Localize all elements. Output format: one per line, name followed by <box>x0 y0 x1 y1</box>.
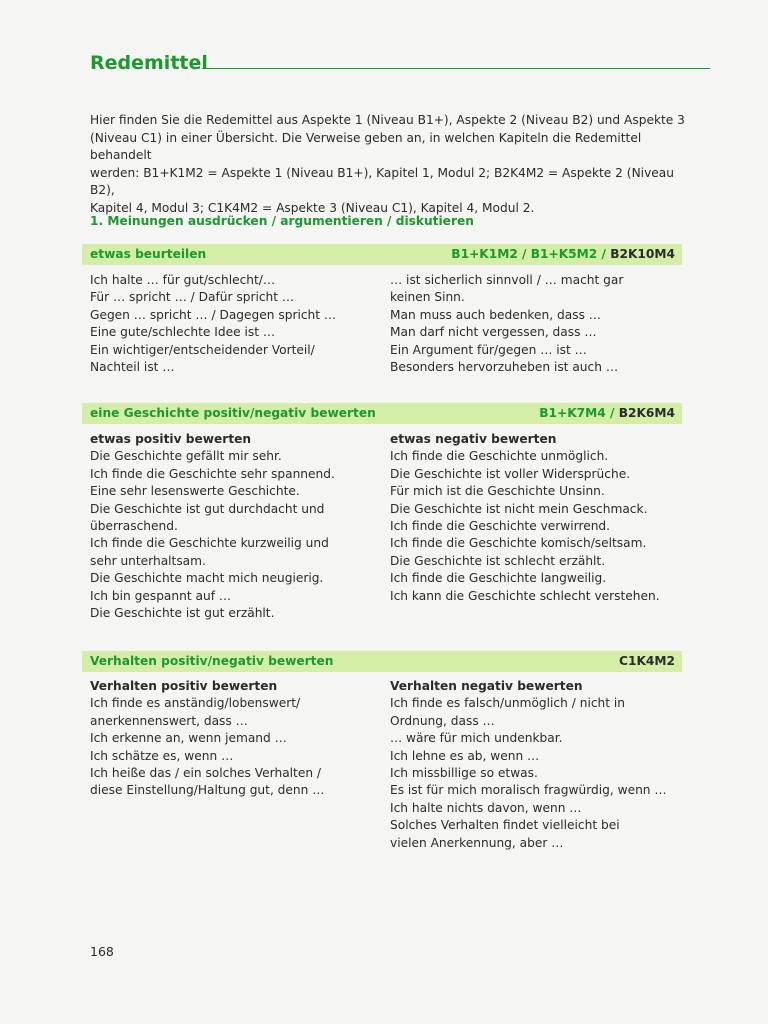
column-heading: etwas negativ bewerten <box>390 432 557 446</box>
phrase: Ich bin gespannt auf … <box>90 588 232 603</box>
phrase: Die Geschichte ist nicht mein Geschmack. <box>390 501 648 516</box>
column-heading: etwas positiv bewerten <box>90 432 252 446</box>
column-heading: Verhalten negativ bewerten <box>390 679 583 693</box>
block-1-right-column <box>390 272 670 376</box>
phrase: Ein Argument für/gegen … ist … <box>390 342 587 357</box>
block-header-etwas-beurteilen <box>82 244 682 265</box>
phrase: Ich finde die Geschichte sehr spannend. <box>90 466 335 481</box>
phrase: Nachteil ist … <box>90 360 175 375</box>
page-title: Redemittel <box>90 52 208 74</box>
chapter-reference <box>451 244 675 265</box>
phrase: Ich halte … für gut/schlecht/… <box>90 273 276 287</box>
intro-paragraph <box>90 112 690 217</box>
phrase: sehr unterhaltsam. <box>90 553 206 568</box>
phrase: anerkennenswert, dass … <box>90 713 248 728</box>
phrase: Für mich ist die Geschichte Unsinn. <box>390 484 605 499</box>
block-header-geschichte-bewerten <box>82 403 682 424</box>
phrase: überraschend. <box>90 519 178 534</box>
phrase: Ich finde die Geschichte kurzweilig und <box>90 536 329 551</box>
page-number: 168 <box>90 944 114 959</box>
phrase: Ich erkenne an, wenn jemand … <box>90 731 287 746</box>
phrase: Die Geschichte ist schlecht erzählt. <box>390 553 606 568</box>
phrase: Die Geschichte ist gut durchdacht und <box>90 501 325 516</box>
phrase: Die Geschichte ist gut erzählt. <box>90 606 275 621</box>
intro-line: (Niveau C1) in einer Übersicht. Die Verweise geben an, in welchen Kapiteln die Redemittel behandelt <box>90 130 642 162</box>
phrase: Eine gute/schlechte Idee ist … <box>90 325 276 340</box>
section-title: 1. Meinungen ausdrücken / argumentieren / diskutieren <box>90 214 474 228</box>
phrase: Ich lehne es ab, wenn … <box>390 748 540 763</box>
reference-part: B2K6M4 <box>618 406 675 420</box>
intro-line: werden: B1+K1M2 = Aspekte 1 (Niveau B1+), Kapitel 1, Modul 2; B2K4M2 = Aspekte 2 (Niveau B2), <box>90 165 674 197</box>
phrase: Für … spricht … / Dafür spricht … <box>90 290 295 305</box>
phrase: Ich finde es falsch/unmöglich / nicht in <box>390 696 626 711</box>
reference-part: C1K4M2 <box>619 654 675 668</box>
reference-part: B2K10M4 <box>610 247 675 261</box>
phrase: Ich halte nichts davon, wenn … <box>390 800 582 815</box>
phrase: Eine sehr lesenswerte Geschichte. <box>90 484 300 499</box>
block-3-left-column <box>90 678 370 800</box>
block-title: Verhalten positiv/negativ bewerten <box>90 654 334 668</box>
block-2-right-column <box>390 431 670 605</box>
phrase: Man muss auch bedenken, dass … <box>390 307 601 322</box>
title-rule <box>202 68 710 69</box>
column-heading: Verhalten positiv bewerten <box>90 679 278 693</box>
phrase: Ich finde die Geschichte verwirrend. <box>390 519 611 534</box>
phrase: Besonders hervorzuheben ist auch … <box>390 360 619 375</box>
block-1-left-column <box>90 272 370 376</box>
phrase: … ist sicherlich sinnvoll / … macht gar <box>390 273 624 287</box>
phrase: Ich heiße das / ein solches Verhalten / <box>90 766 322 781</box>
phrase: Ich schätze es, wenn … <box>90 748 234 763</box>
phrase: Die Geschichte macht mich neugierig. <box>90 571 324 586</box>
chapter-reference <box>619 651 675 672</box>
phrase: Man darf nicht vergessen, dass … <box>390 325 597 340</box>
reference-part: B1+K7M4 / <box>539 406 619 420</box>
phrase: … wäre für mich undenkbar. <box>390 731 563 746</box>
chapter-reference <box>539 403 675 424</box>
phrase: Ich finde die Geschichte langweilig. <box>390 571 607 586</box>
phrase: Ich finde die Geschichte komisch/seltsam. <box>390 536 647 551</box>
phrase: Ordnung, dass … <box>390 713 495 728</box>
phrase: Ich finde die Geschichte unmöglich. <box>390 449 609 464</box>
phrase: Ich missbillige so etwas. <box>390 766 538 781</box>
block-header-verhalten-bewerten <box>82 651 682 672</box>
phrase: keinen Sinn. <box>390 290 465 305</box>
page-header <box>90 50 710 76</box>
block-2-left-column <box>90 431 370 622</box>
phrase: vielen Anerkennung, aber … <box>390 835 564 850</box>
phrase: diese Einstellung/Haltung gut, denn … <box>90 783 325 798</box>
phrase: Ich finde es anständig/lobenswert/ <box>90 696 301 711</box>
phrase: Solches Verhalten findet vielleicht bei <box>390 818 620 833</box>
phrase: Ich kann die Geschichte schlecht verstehen. <box>390 588 660 603</box>
intro-line: Hier finden Sie die Redemittel aus Aspekte 1 (Niveau B1+), Aspekte 2 (Niveau B2) und Aspekte 3 <box>90 113 685 127</box>
phrase: Die Geschichte gefällt mir sehr. <box>90 449 282 464</box>
phrase: Es ist für mich moralisch fragwürdig, wenn … <box>390 783 667 798</box>
phrase: Ein wichtiger/entscheidender Vorteil/ <box>90 342 315 357</box>
phrase: Die Geschichte ist voller Widersprüche. <box>390 466 631 481</box>
block-3-right-column <box>390 678 670 852</box>
block-title: eine Geschichte positiv/negativ bewerten <box>90 406 376 420</box>
phrase: Gegen … spricht … / Dagegen spricht … <box>90 307 337 322</box>
reference-part: B1+K1M2 / B1+K5M2 / <box>451 247 611 261</box>
block-title: etwas beurteilen <box>90 247 207 261</box>
intro-line: Kapitel 4, Modul 3; C1K4M2 = Aspekte 3 (Niveau C1), Kapitel 4, Modul 2. <box>90 200 535 215</box>
